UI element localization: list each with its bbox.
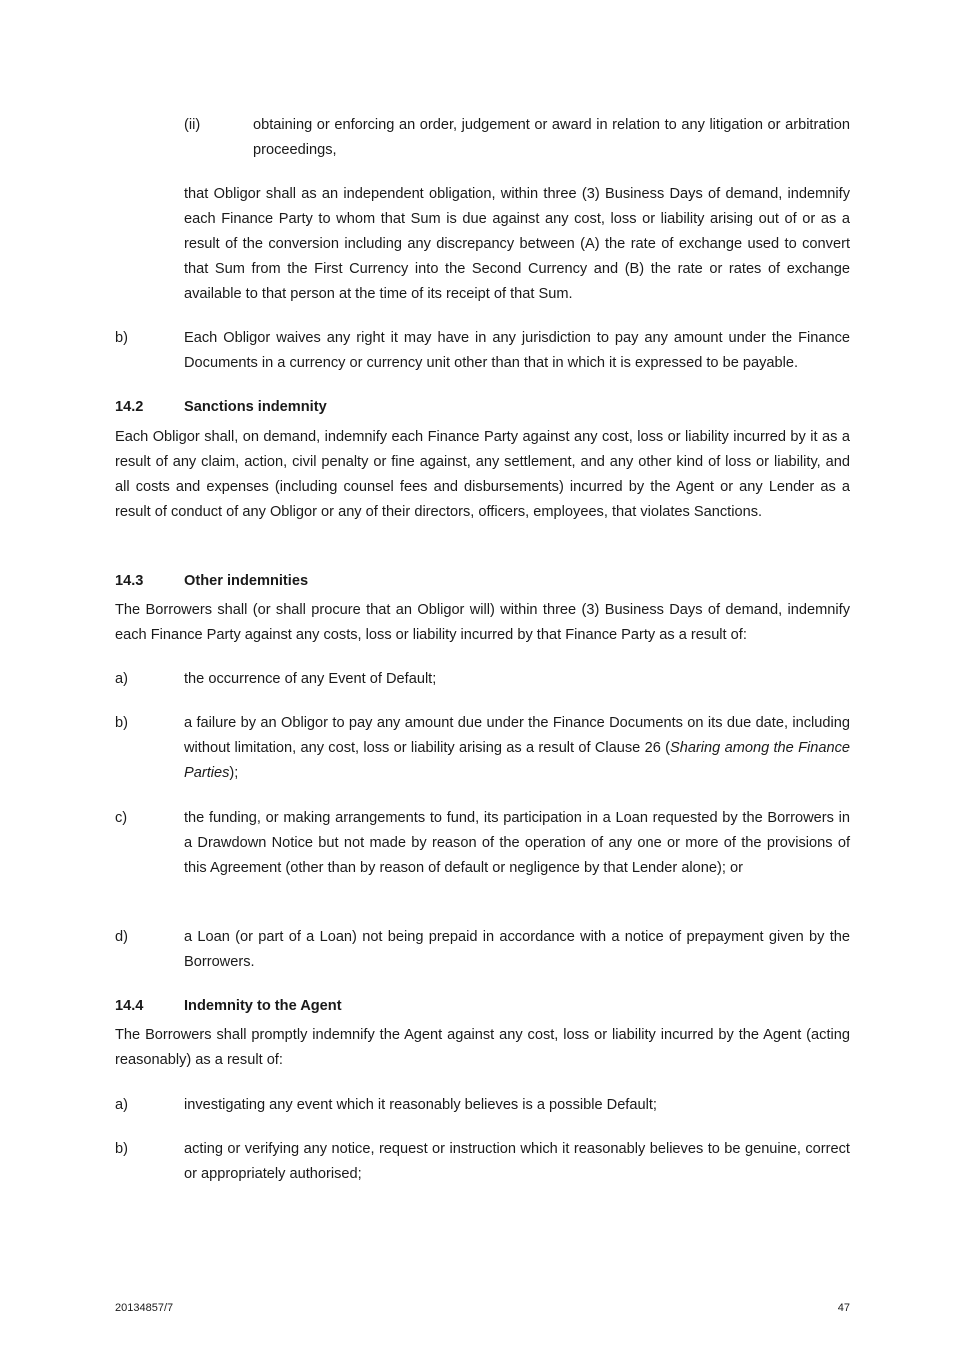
list-item-label: b) <box>115 1141 128 1157</box>
list-item-text: the occurrence of any Event of Default; <box>184 671 437 687</box>
continuation-paragraph: that Obligor shall as an independent obligation, within three (3) Business Days of demand, indemnify each Finance Party to whom that Sum is due against any cost, loss or liability arising out of or as a result of the conversion including any discrepancy between (A) the rate of exchange used to convert that Sum from the First Currency into the Second Currency and (B) the rate or rates of exchange available to that person at the time of its receipt of that Sum. <box>184 186 850 302</box>
list-item-text: the funding, or making arrangements to fund, its participation in a Loan requested by the Borrowers in a Drawdown Notice but not made by reason of the operation of any one or more of the provisions of this Agreement (other than by reason of default or negligence by that Lender alone); or <box>184 810 850 876</box>
list-item-text: a Loan (or part of a Loan) not being prepaid in accordance with a notice of prepayment given by the Borrowers. <box>184 929 850 970</box>
list-item-text-part: ); <box>229 765 239 781</box>
list-item-text: Each Obligor waives any right it may have in any jurisdiction to pay any amount under the Finance Documents in a currency or currency unit other than that in which it is expressed to be payable. <box>184 330 850 371</box>
section-title: Sanctions indemnity <box>184 399 327 415</box>
clause-reference: Sharing among the Finance Parties <box>184 740 850 781</box>
list-item-label: b) <box>115 715 128 731</box>
section-body: Each Obligor shall, on demand, indemnify each Finance Party against any cost, loss or liability incurred by it as a result of any claim, action, civil penalty or fine against, any settlement, and any other kind of loss or liability, and all costs and expenses (including counsel fees and disbursements) incurred by the Agent or any Lender as a result of conduct of any Obligor or any of their directors, officers, employees, that violates Sanctions. <box>115 429 850 520</box>
list-item-text: acting or verifying any notice, request or instruction which it reasonably believes to be genuine, correct or appropriately authorised; <box>184 1141 850 1182</box>
page-number: 47 <box>837 1302 850 1314</box>
sub-item-label: (ii) <box>184 117 201 133</box>
document-reference: 20134857/7 <box>115 1302 174 1314</box>
list-item-text-part: a failure by an Obligor to pay any amount due under the Finance Documents on its due date, including without limitation, any cost, loss or liability arising as a result of Clause 26 ( <box>184 715 850 756</box>
section-title: Indemnity to the Agent <box>184 998 342 1014</box>
list-item-label: a) <box>115 671 128 687</box>
list-item-label: a) <box>115 1097 128 1113</box>
section-number: 14.4 <box>115 998 144 1014</box>
section-number: 14.2 <box>115 399 144 415</box>
list-item-label: b) <box>115 330 128 346</box>
section-number: 14.3 <box>115 573 144 589</box>
list-item-label: c) <box>115 810 128 826</box>
section-intro: The Borrowers shall promptly indemnify the Agent against any cost, loss or liability incurred by the Agent (acting reasonably) as a result of: <box>115 1027 850 1068</box>
sub-item-text: obtaining or enforcing an order, judgement or award in relation to any litigation or arbitration proceedings, <box>253 117 850 158</box>
section-intro: The Borrowers shall (or shall procure that an Obligor will) within three (3) Business Days of demand, indemnify each Finance Party against any costs, loss or liability incurred by that Finance Party as a result of: <box>115 602 850 643</box>
list-item-label: d) <box>115 929 128 945</box>
section-title: Other indemnities <box>184 573 309 589</box>
list-item-text <box>184 711 850 786</box>
list-item-text: investigating any event which it reasonably believes is a possible Default; <box>184 1097 657 1113</box>
